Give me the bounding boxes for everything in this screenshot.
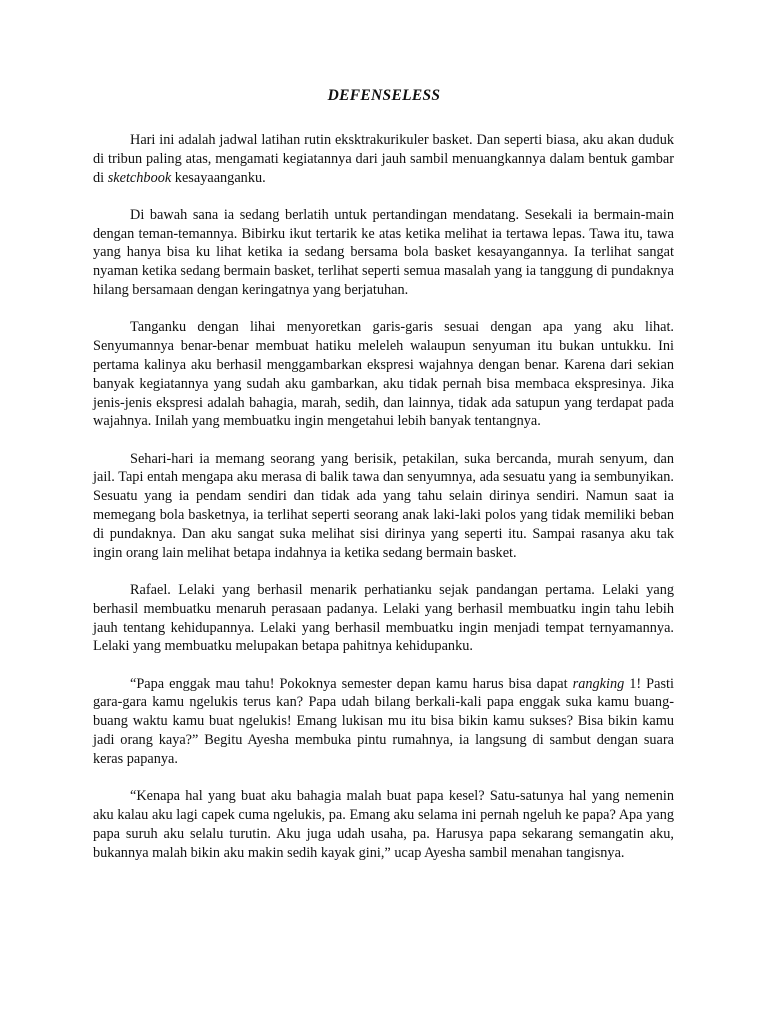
text-run: Rafael. Lelaki yang berhasil menarik perhatianku sejak pandangan pertama. Lelaki yang berhasil membuatku menaruh perasaan padanya. Lelaki yang berhasil membuatku ingin tahu lebih jauh tentang kehidupannya. Lelaki yang berhasil membuatku ingin menjadi tempat ternyamannya. Lelaki yang membuatku melupakan betapa pahitnya kehidupanku. xyxy=(93,581,674,655)
text-run: 1! Pasti gara-gara kamu ngelukis terus kan? Papa udah bilang berkali-kali papa enggak suka kamu buang-buang waktu kamu buat ngelukis! Emang lukisan mu itu bisa bikin kamu sukses? Bisa bikin kamu jadi orang kaya?” Begitu Ayesha membuka pintu rumahnya, ia langsung di sambut dengan suara keras papanya. xyxy=(93,675,674,767)
document-title: DEFENSELESS xyxy=(327,87,441,104)
paragraph xyxy=(93,450,674,563)
text-run: “Papa enggak mau tahu! Pokoknya semester depan kamu harus bisa dapat xyxy=(130,675,573,692)
paragraph xyxy=(93,787,674,862)
italic-run: rangking xyxy=(572,675,625,692)
paragraph xyxy=(93,131,674,187)
text-run: kesayaanganku. xyxy=(171,169,266,186)
text-run: Di bawah sana ia sedang berlatih untuk pertandingan mendatang. Sesekali ia bermain-main dengan teman-temannya. Bibirku ikut tertarik ke atas ketika melihat ia tertawa lepas. Tawa itu, tawa yang hanya bisa ku lihat ketika ia sedang bersama bola basket kesayangannya. Ia terlihat sangat nyaman ketika sedang bermain basket, terlihat seperti semua masalah yang ia tanggung di pundaknya hilang bersamaan dengan keringatnya yang berjatuhan. xyxy=(93,206,674,299)
italic-run: sketchbook xyxy=(107,169,172,186)
text-run: Sehari-hari ia memang seorang yang berisik, petakilan, suka bercanda, murah senyum, dan jail. Tapi entah mengapa aku merasa di balik tawa dan senyumnya, ada sesuatu yang ia sembunyikan. Sesuatu yang ia pendam sendiri dan tidak ada yang tahu selain dirinya sendiri. Namun saat ia memegang bola basketnya, ia terlihat seperti seorang anak laki-laki polos yang tidak memiliki beban di pundaknya. Dan aku sangat suka melihat sisi dirinya yang seperti itu. Sampai rasanya aku tak ingin orang lain melihat betapa indahnya ia ketika sedang bermain basket. xyxy=(93,450,674,561)
document-body xyxy=(93,131,674,881)
paragraph xyxy=(93,675,674,769)
text-run: Tanganku dengan lihai menyoretkan garis-garis sesuai dengan apa yang aku lihat. Senyumannya benar-benar membuat hatiku meleleh walaupun senyuman itu bukan untukku. Ini pertama kalinya aku berhasil menggambarkan ekspresi wajahnya dengan benar. Karena dari sekian banyak kegiatannya yang sudah aku gambarkan, aku tidak pernah bisa membaca ekspresinya. Jika jenis-jenis ekspresi adalah bahagia, marah, sedih, dan lainnya, tidak ada satupun yang terdapat pada wajahnya. Inilah yang membuatku ingin mengetahui lebih banyak tentangnya. xyxy=(93,319,674,430)
paragraph xyxy=(93,206,674,300)
paragraph xyxy=(93,318,674,431)
text-run: Hari ini adalah jadwal latihan rutin eksktrakurikuler basket. Dan seperti biasa, aku akan duduk di tribun paling atas, mengamati kegiatannya dari jauh sambil menuangkannya dalam bentuk gambar di xyxy=(93,132,674,186)
text-run: “Kenapa hal yang buat aku bahagia malah buat papa kesel? Satu-satunya hal yang nemenin aku kalau aku lagi capek cuma ngelukis, pa. Emang aku selama ini pernah ngeluh ke papa? Apa yang papa suruh aku selalu turutin. Aku juga udah usaha, pa. Harusya papa sekarang semangatin aku, bukannya malah bikin aku makin sedih kayak gini,” ucap Ayesha sambil menahan tangisnya. xyxy=(93,788,674,861)
paragraph xyxy=(93,581,674,656)
